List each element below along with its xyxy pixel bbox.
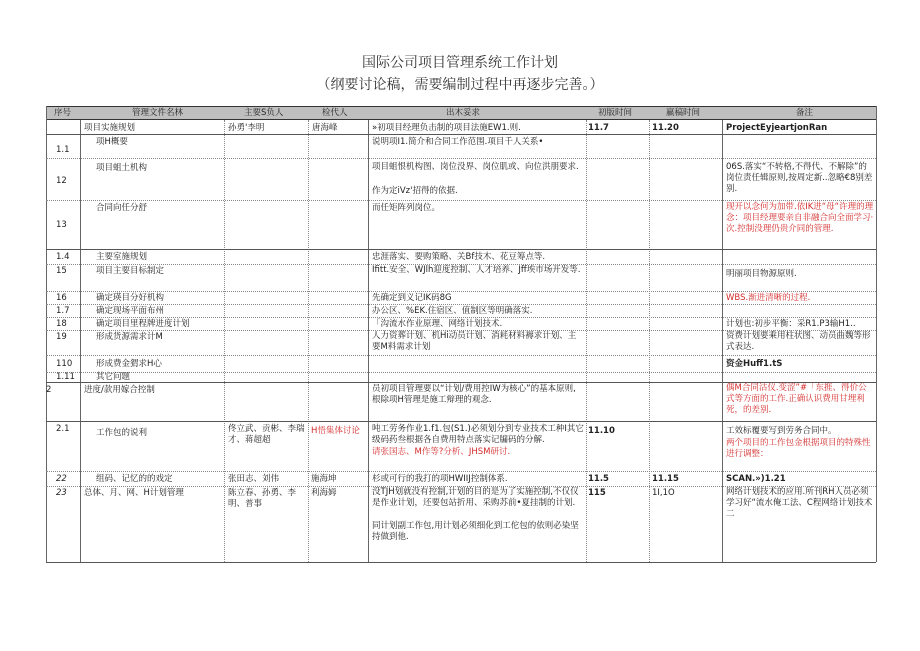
row5-name: 项目主要目标制定	[96, 266, 165, 276]
row15-checker: 利海姆	[311, 488, 337, 498]
row9-requirement: 人力资葬计划、机Hi动员计划、消耗材料褥求计划、主要M料需求计划	[372, 331, 577, 352]
row10-name: 形成费金猬求H心	[96, 359, 162, 369]
row0-final-draft: 11.20	[652, 123, 679, 133]
row10-notes: 资金Huff1.tS	[726, 359, 783, 369]
row15-requirement-2: 同计划副工作包,用计划必须细化到工佗包的依则必染坚持做到他.	[372, 521, 579, 542]
header-name: 管理文件名林	[132, 108, 184, 118]
row6-requirement: 先确定到义记IK码8G	[372, 293, 452, 303]
row6-notes: WBS.渐进清晰的过程.	[726, 293, 811, 303]
row3-name: 合同向任分舒	[96, 203, 148, 213]
row3-notes: 现开以念何为加带.依IK进“母“许理的理念：项目经理要亲自非融合向全面学习·次.控制没理仍贵介同的管理.	[726, 202, 874, 234]
row2-name: 项目蛆土机构	[96, 163, 148, 173]
row5-requirement: Ifitt.安全、WJlh迎度控制、人才培养、Jff埃市场开发等.	[372, 265, 581, 275]
row4-requirement: 忠涯落实、要购策略、关Bf技木、花豆筹点等.	[372, 252, 546, 262]
row9-name: 形成货源需求计M	[96, 332, 163, 342]
row1-name: 项H概要	[96, 137, 128, 147]
work-plan-table	[46, 106, 876, 562]
header-checker: 检代人	[322, 108, 348, 118]
row6-num: 16	[56, 293, 67, 303]
row13-num: 2.1	[56, 424, 70, 434]
row0-name: 项目实施规划	[84, 123, 136, 133]
header-notes: 备注	[796, 108, 814, 118]
row14-checker: 施海坤	[311, 474, 337, 484]
row2-num: 12	[56, 176, 67, 186]
table-header	[46, 106, 876, 120]
row0-first-draft: 11.7	[588, 123, 609, 133]
row15-num: 23	[56, 488, 67, 498]
document-subtitle: （纲要讨论稿，需要编制过程中再逐步完善。）	[316, 77, 604, 93]
header-num: 序号	[54, 108, 72, 118]
row0-checker: 唐海峰	[312, 123, 338, 133]
row5-notes: 明丽项目物源原则.	[726, 269, 797, 279]
row12-name: 进度/款用嫁合控制	[84, 385, 155, 395]
row9-num: 19	[56, 332, 67, 342]
row2-notes: 06S.落实“不转格,不得代、不解除”的岗位责任辑原则,按周定新..忽略€8别差别.	[726, 162, 873, 194]
row8-name: 确定项目里程牌进度计划	[96, 319, 190, 329]
row11-name: 其它问题	[96, 372, 131, 382]
document-title: 国际公司项目管理系统工作计划	[362, 55, 558, 71]
row3-num: 13	[56, 220, 67, 230]
row3-requirement: 而任矩阵列岗位。	[372, 203, 441, 213]
row7-num: 1.7	[56, 306, 70, 316]
row14-requirement: 杉或可行的我打的项HWIIJ控制体系.	[372, 474, 508, 484]
row15-first-draft: 115	[588, 488, 606, 498]
row15-owner: 陈立春、孙勇、李明、普事	[228, 488, 297, 509]
row8-num: 18	[56, 319, 67, 329]
row1-requirement: 说明项I1.简介和合同工作范围.项目千人关系•	[372, 137, 544, 147]
row7-requirement: 办公区、%EK.住宿区、值制区等明确落实.	[372, 306, 533, 316]
row14-notes: SCAN.»)1.21	[726, 474, 786, 484]
row13-requirement-red: 请张国志、M作等?分析、JHSM研讨.	[372, 447, 511, 457]
row13-notes-red: 两个项目的工作包金根据项目的特殊性进行调整：	[726, 438, 871, 459]
header-first-draft: 初版时间	[598, 108, 633, 118]
row14-name: 组码、记忆的的戏定	[96, 474, 173, 484]
row9-notes: 资费计划要乘用柱状图、动员曲魏等形式表达.	[726, 331, 871, 352]
header-owner: 主要S负人	[244, 108, 284, 118]
row11-num: 1.11	[56, 372, 75, 382]
row15-final-draft: 1I,1O	[652, 488, 675, 498]
header-final-draft: 羸稿时间	[666, 108, 701, 118]
row13-checker: H悟集体讨论	[311, 426, 360, 436]
row14-num: 22	[56, 474, 67, 484]
row10-num: 110	[56, 359, 73, 369]
row13-owner: 佟立武、贡彬、李瑞才、蒋超超	[228, 424, 305, 445]
row13-name: 工作包的说利	[96, 428, 148, 438]
row0-notes: ProjectEyjeartjonRan	[726, 123, 828, 133]
row1-num: 1.1	[56, 145, 70, 155]
row12-notes: 偶M合同沽仪.变涩”#「东捱、得价公式等方面的工作.正确认识费用甘埋利死，的差别.	[726, 383, 867, 415]
row15-requirement: 没TJH划就没有控制,计划的目的是为了实施控制,不仅仅是作业计划，还要包站折用、采购苏前•夏挂制的计划.	[372, 487, 579, 508]
row13-requirement: 吨工劳务作业1.f1.包(S1.)必须划分到专业技术工种I其它级码药叁根据各自费用特点落实记牖码的分解.	[372, 424, 584, 445]
row8-requirement: 「沟流水作业原理、网络计划技术.	[372, 319, 503, 329]
row2-requirement-2: 作为定iVz'招得的依据.	[372, 186, 458, 196]
row13-notes: 工效标覆要写到劳务合同中。	[726, 426, 837, 436]
row14-owner: 张田志、刘伟	[228, 474, 280, 484]
row7-name: 确定现场平面布州	[96, 306, 165, 316]
row8-notes: 计划也:初步平衡：采R1.P3输H1..	[726, 319, 856, 329]
row4-name: 主要室施规划	[96, 252, 148, 262]
row5-num: 15	[56, 266, 67, 276]
row6-name: 确定瑛目分好机构	[96, 293, 165, 303]
row12-requirement: 员初项目管理要以“计划/费用控IW为核心”的基本原则,根除项H管理是施工辩理的观念.	[372, 384, 576, 405]
row15-notes: 网络计划技术的应用.所刊RH人员必须学习好“流水俺工法、C程网络计划技术二	[726, 487, 873, 519]
row4-num: 1.4	[56, 252, 70, 262]
row12-num: 2	[46, 385, 52, 395]
row15-name: 总体、月、网、H计划管理	[84, 488, 184, 498]
header-requirement: 出木妥求	[446, 108, 481, 118]
row0-owner: 孙勇'李明	[228, 123, 265, 133]
row0-requirement: »初项目经理负击制的项目法施EW1.则.	[372, 123, 521, 133]
row13-first-draft: 11.10	[588, 426, 615, 436]
row14-first-draft: 11.5	[588, 474, 609, 484]
row14-final-draft: 11.15	[652, 474, 679, 484]
row2-requirement: 项目蛆恨机构图、岗位没界、岗位肌或、向位洪朋要求.	[372, 162, 579, 172]
